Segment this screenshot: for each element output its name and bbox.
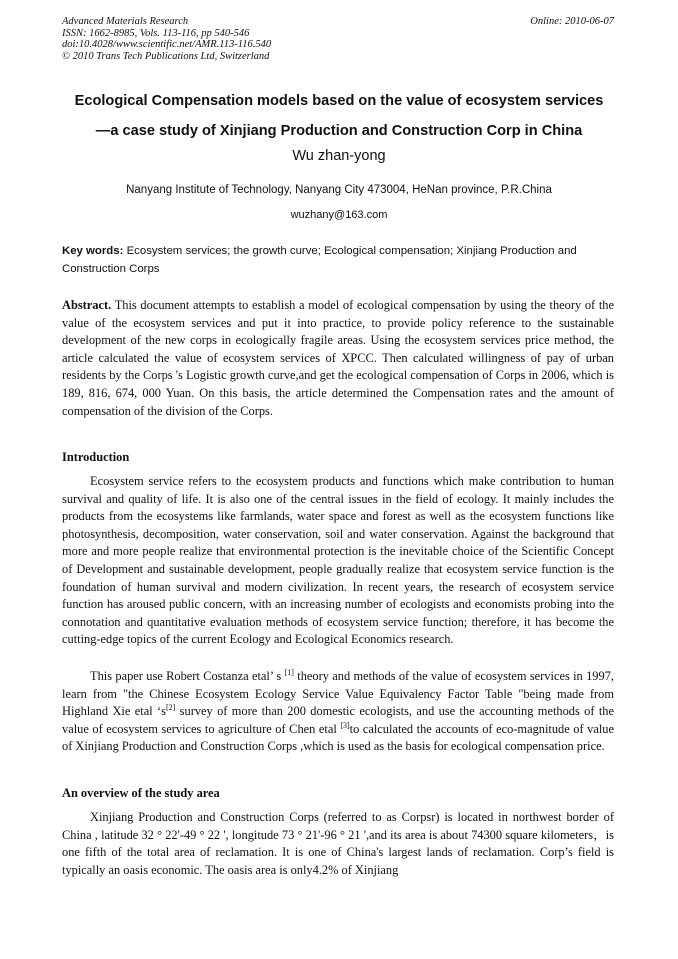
intro-p2-part-c: survey of more than 200 domestic ecologists, and use the accounting methods of the value of ecosystem services to agriculture of Chen etal xyxy=(62,704,614,736)
citation-2: [2] xyxy=(165,703,176,713)
journal-name: Advanced Materials Research xyxy=(62,16,189,27)
author-name: Wu zhan-yong xyxy=(292,148,386,164)
overview-paragraph-1: Xinjiang Production and Construction Corps (referred to as Corpsr) is located in northwest border of China , latitude 32 ° 22'-49 ° 22 ', longitude 73 ° 21'-96 ° 21 ',and its area is about 74300 square kilometers，is one fifth of the total area of reclamation. It is one of China's largest lands of reclamation. Corp’s field is typically an oasis economic. The oasis area is only4.2% of Xinjiang xyxy=(62,810,614,877)
citation-3: [3] xyxy=(340,720,350,730)
section-heading-overview: An overview of the study area xyxy=(62,786,220,800)
issn-line: ISSN: 1662-8985, Vols. 113-116, pp 540-546 xyxy=(62,27,250,39)
abstract xyxy=(62,297,614,420)
copyright-line: © 2010 Trans Tech Publications Ltd, Switzerland xyxy=(62,50,270,62)
affiliation: Nanyang Institute of Technology, Nanyang City 473004, HeNan province, P.R.China xyxy=(126,184,552,196)
title-line-1: Ecological Compensation models based on the value of ecosystem services xyxy=(74,93,604,109)
title-line-2: —a case study of Xinjiang Production and Construction Corp in China xyxy=(95,123,583,139)
doi-line: doi:10.4028/www.scientific.net/AMR.113-116.540 xyxy=(62,39,272,50)
keywords-label: Key words: xyxy=(62,245,124,257)
intro-p2-part-d: to calculated the accounts of eco-magnitude of value of Xinjiang Production and Construction Corps ,which is used as the basis for ecological compensation price. xyxy=(62,721,615,754)
introduction-paragraph-2 xyxy=(62,668,614,756)
citation-1: [1] xyxy=(284,668,294,677)
keywords-text: Ecosystem services; the growth curve; Ecological compensation; Xinjiang Production and Construction Corps xyxy=(62,245,577,275)
paper-title xyxy=(40,90,638,142)
online-date: Online: 2010-06-07 xyxy=(530,16,614,27)
abstract-text: This document attempts to establish a model of ecological compensation by using the theory of the value of the ecosystem services and put it into practice, to provide policy reference to the sustainable development of the new corps in ecologically fragile areas. Using the ecosystem services price method, the article calculated the value of ecosystem services of XPCC. Then calculated willingness of pay of urban residents by the Corps 's Logistic growth curve,and get the ecological compensation of Corps in 2006, which is 189, 816, 674, 000 Yuan. On this basis, the article determined the Compensation rates and the amount of compensation of the division of the Corps. xyxy=(62,298,615,418)
intro-p2-part-a: This paper use Robert Costanza etal’ s xyxy=(90,669,285,683)
section-heading-introduction: Introduction xyxy=(62,450,130,464)
abstract-label: Abstract. xyxy=(62,298,112,312)
publication-info xyxy=(62,16,271,62)
intro-p2-part-b: theory and methods of the value of ecosystem services in 1997, learn from "the Chinese Ecosystem Ecology Service Value Equivalency Factor Table "being made from Highland Xie etal ‘s xyxy=(62,669,614,719)
introduction-paragraph-1: Ecosystem service refers to the ecosystem products and functions which make contribution to human survival and quality of life. It is also one of the central issues in the field of ecology. It mainly includes the products from the ecosystems like farmlands, water space and forest as well as the ecosystem functions like photosynthesis, decomposition, water conservation, soil and water conservation. Against the background that more and more people realize that environmental protection is the inevitable choice of the Scientific Concept of Development and sustainable development, people gradually realize that ecosystem service function is the foundation of human survival and modern civilization. In recent years, the research of ecosystem service function has aroused public concern, with an increasing number of ecologists and economists probing into the connotation and quantitative evaluation methods of ecosystem service function; therefore, it has become the cutting-edge topics of the current Ecology and Ecological Economics research. xyxy=(62,474,614,647)
author-email: wuzhany@163.com xyxy=(290,209,388,221)
keywords-block xyxy=(62,243,614,278)
